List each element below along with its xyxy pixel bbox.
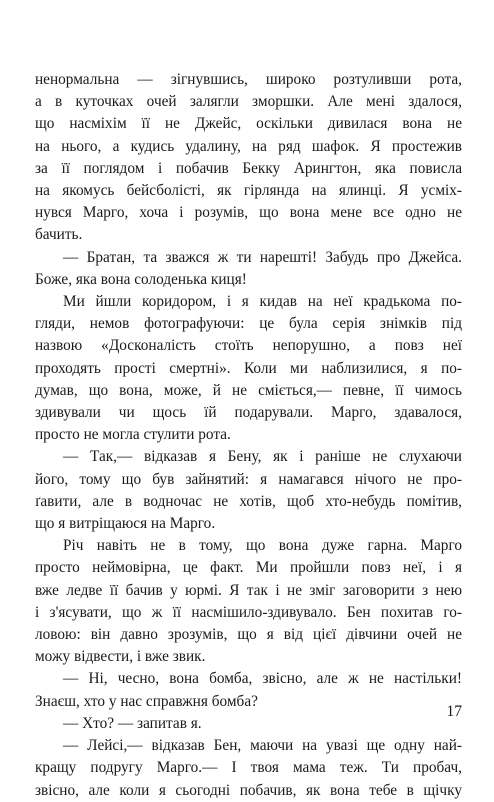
text-line: ловою: він давно зрозумів, що я від цієї дівчини очей не xyxy=(35,626,462,644)
paragraph xyxy=(35,668,462,712)
text-line: гляди, немов фотографуючи: це була серія знімків під xyxy=(35,315,462,333)
text-line: за її поглядом і побачив Бекку Арингтон, яка повисла xyxy=(35,159,462,177)
paragraph xyxy=(35,735,462,802)
text-line: — Так,— відказав я Бену, як і раніше не слухаючи xyxy=(63,448,462,466)
text-line: здивували чи щось їй подарували. Марго, здавалося, xyxy=(35,404,462,422)
text-line: а в куточках очей залягли зморшки. Але мені здалося, xyxy=(35,93,462,111)
paragraph xyxy=(35,247,462,291)
text-line: — Хто? — запитав я. xyxy=(63,714,202,732)
text-line: проходять прості смертні». Коли ми наблизилися, я по- xyxy=(35,359,462,377)
paragraph xyxy=(35,69,462,247)
paragraph xyxy=(35,446,462,535)
paragraph xyxy=(35,535,462,668)
text-line: нувся Марго, хоча і розумів, що вона мене все одно не xyxy=(35,204,462,222)
paragraph xyxy=(35,713,462,735)
text-line: на нього, а кудись удалину, на ряд шафок. Я простежив xyxy=(35,137,462,155)
text-line: Знаєш, хто у нас справжня бомба? xyxy=(35,692,258,710)
text-line: — Братан, та зважся ж ти нарешті! Забудь про Джейса. xyxy=(63,248,462,266)
text-line: звісно, але коли я сьогодні побачив, як вона тебе в щічку xyxy=(35,781,462,799)
text-line: що насміхім її не Джейс, оскільки дивилася вона не xyxy=(35,115,462,133)
text-line: ґавити, але в водночас не хотів, щоб хто-небудь помітив, xyxy=(35,492,462,510)
text-line: ненормальна — зігнувшись, широко розтуливши рота, xyxy=(35,71,462,88)
text-line: Річ навіть не в тому, що вона дуже гарна. Марго xyxy=(63,537,462,555)
text-line: бачить. xyxy=(35,226,83,244)
text-line: Ми йшли коридором, і я кидав на неї крадькома по- xyxy=(63,293,462,311)
text-line: на якомусь бейсболісті, як гірлянда на ялинці. Я усміх- xyxy=(35,182,462,200)
text-line: його, тому що був зайнятий: я намагався нічого не про- xyxy=(35,470,462,488)
text-line: що я витріщаюся на Марго. xyxy=(35,515,216,533)
text-line: кращу подругу Марго.— І твоя мама теж. Ти пробач, xyxy=(35,759,462,777)
text-line: — Лейсі,— відказав Бен, маючи на увазі ще одну най- xyxy=(63,737,462,755)
body-text xyxy=(35,69,462,802)
text-line: просто неймовірна, це факт. Ми пройшли повз неї, і я xyxy=(35,559,462,577)
text-line: вже ледве її бачив у юрмі. Я так і не зміг заговорити з нею xyxy=(35,581,462,599)
text-line: назвою «Досконалість стоїть непорушно, а повз неї xyxy=(35,337,462,355)
text-line: і з'ясувати, що ж її насмішило-здивувало. Бен похитав го- xyxy=(35,603,462,621)
text-line: — Ні, чесно, вона бомба, звісно, але ж не настільки! xyxy=(63,670,462,688)
text-line: просто не могла стулити рота. xyxy=(35,426,231,444)
page-number: 17 xyxy=(446,703,462,720)
text-line: думав, що вона, може, й не сміється,— певне, її чимось xyxy=(35,381,462,399)
paragraph xyxy=(35,291,462,446)
text-line: Боже, яка вона солоденька киця! xyxy=(35,270,247,288)
text-line: можу відвести, і вже звик. xyxy=(35,648,206,666)
